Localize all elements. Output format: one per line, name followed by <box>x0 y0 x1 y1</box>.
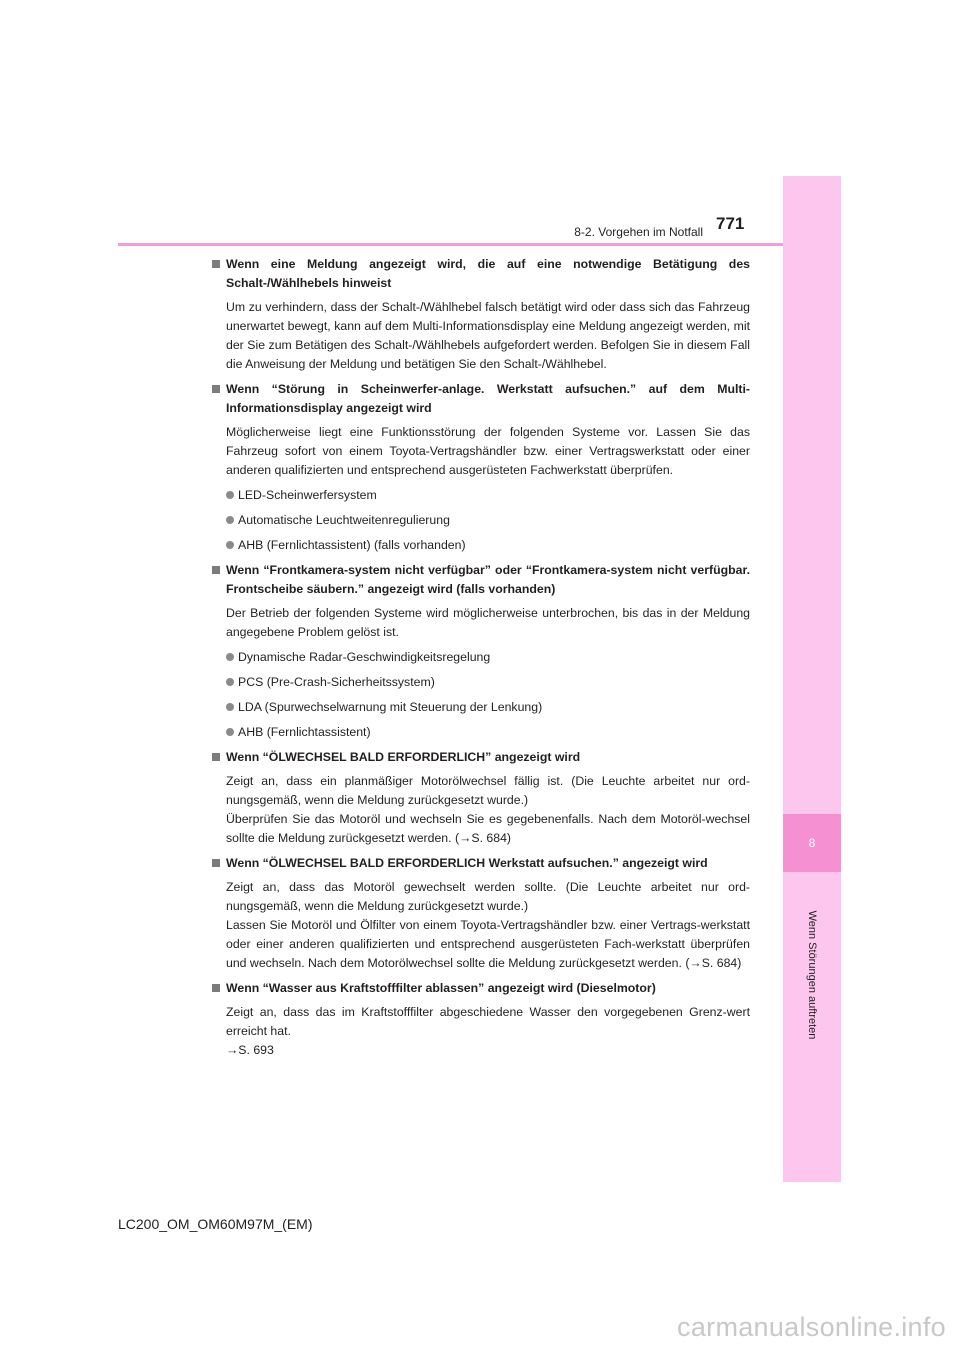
round-bullet-icon <box>226 678 234 686</box>
list-item-text: AHB (Fernlichtassistent) <box>238 725 371 739</box>
watermark: carmanualsonline.info <box>677 1312 946 1342</box>
item-body: Um zu verhindern, dass der Schalt-/Wählhebel falsch betätigt wird oder dass sich das Fahrzeug unerwartet bewegt, kann auf dem Multi-Informationsdisplay eine Meldung angezeigt werden, mit der Sie zum Betätigen des Schalt-/Wählhebels aufgefordert werden. Befolgen Sie in diesem Fall die Anweisung der Meldung und betätigen Sie den Schalt-/Wählhebel. <box>226 300 750 371</box>
square-bullet-icon <box>212 260 220 268</box>
square-bullet-icon <box>212 566 220 574</box>
chapter-title-text: Wenn Störungen auftreten <box>806 910 818 1040</box>
item-shift-lever <box>212 255 750 374</box>
round-bullet-icon <box>226 653 234 661</box>
item-heading-text: Wenn “ÖLWECHSEL BALD ERFORDERLICH” angezeigt wird <box>226 750 581 764</box>
round-bullet-icon <box>226 728 234 736</box>
item-body: Möglicherweise liegt eine Funktionsstörung der folgenden Systeme vor. Lassen Sie das Fahrzeug sofort von einem Toyota-Vertragshändler bzw. einer Vertragswerkstatt oder einer anderen qualifizierten und entsprechend ausgerüsteten Fachwerkstatt überprüfen. <box>226 425 750 477</box>
round-bullet-icon <box>226 541 234 549</box>
list-item-text: LED-Scheinwerfersystem <box>238 488 377 502</box>
list-item <box>212 511 750 530</box>
item-oil-change-soon <box>212 748 750 848</box>
item-heading <box>212 561 750 599</box>
square-bullet-icon <box>212 753 220 761</box>
item-heading <box>212 748 750 767</box>
list-item <box>212 698 750 717</box>
item-heading-text: Wenn “ÖLWECHSEL BALD ERFORDERLICH Werkstatt aufsuchen.” angezeigt wird <box>226 856 708 870</box>
item-heading <box>212 979 750 998</box>
square-bullet-icon <box>212 984 220 992</box>
list-item-text: LDA (Spurwechselwarnung mit Steuerung der Lenkung) <box>238 700 543 714</box>
item-heading-text: Wenn “Frontkamera-system nicht verfügbar” oder “Frontkamera-system nicht verfügbar. Frontscheibe säubern.” angezeigt wird (falls vorhanden) <box>226 563 750 596</box>
list-item-text: PCS (Pre-Crash-Sicherheitssystem) <box>238 675 435 689</box>
item-heading <box>212 255 750 293</box>
item-heading-text: Wenn “Störung in Scheinwerfer-anlage. Werkstatt aufsuchen.” auf dem Multi-Informationsdisplay angezeigt wird <box>226 382 750 415</box>
list-item <box>212 723 750 742</box>
item-fuel-filter-water <box>212 979 750 1060</box>
page-content <box>212 255 750 1066</box>
section-title: 8-2. Vorgehen im Notfall <box>574 225 703 239</box>
chapter-number: 8 <box>783 814 841 872</box>
footer-doc-code: LC200_OM_OM60M97M_(EM) <box>118 1216 313 1232</box>
item-body: Zeigt an, dass das im Kraftstofffilter abgeschiedene Wasser den vorgegebenen Grenz-wert erreicht hat. <box>226 1005 750 1038</box>
round-bullet-icon <box>226 703 234 711</box>
item-body: Der Betrieb der folgenden Systeme wird möglicherweise unterbrochen, bis das in der Meldung angegebene Problem gelöst ist. <box>226 606 750 639</box>
round-bullet-icon <box>226 516 234 524</box>
item-page-reference: →S. 693 <box>226 1043 274 1057</box>
item-body: Zeigt an, dass ein planmäßiger Motorölwechsel fällig ist. (Die Leuchte arbeitet nur ord-nungsgemäß, wenn die Meldung zurückgesetzt wurde.) <box>226 774 750 807</box>
list-item <box>212 536 750 555</box>
item-heading-text: Wenn “Wasser aus Kraftstofffilter ablassen” angezeigt wird (Dieselmotor) <box>226 981 656 995</box>
item-body: Zeigt an, dass das Motoröl gewechselt werden sollte. (Die Leuchte arbeitet nur ord-nungsgemäß, wenn die Meldung zurückgesetzt wurde.) <box>226 880 750 913</box>
item-front-camera <box>212 561 750 742</box>
item-oil-change-workshop <box>212 854 750 973</box>
page-number: 771 <box>716 214 745 233</box>
item-body: Lassen Sie Motoröl und Ölfilter von einem Toyota-Vertragshändler bzw. einer Vertrags-werkstatt oder einer anderen qualifizierten und entsprechend ausgerüsteten Fach-werkstatt überprüfen und wechseln. Nach dem Motorölwechsel sollte die Meldung zurückgesetzt werden. (→S. 684) <box>226 918 750 970</box>
square-bullet-icon <box>212 859 220 867</box>
list-item-text: AHB (Fernlichtassistent) (falls vorhanden) <box>238 538 466 552</box>
header-rule <box>118 243 783 246</box>
list-item <box>212 486 750 505</box>
list-item <box>212 648 750 667</box>
item-heading <box>212 380 750 418</box>
list-item-text: Automatische Leuchtweitenregulierung <box>238 513 450 527</box>
item-headlight-fault <box>212 380 750 555</box>
item-body: Überprüfen Sie das Motoröl und wechseln Sie es gegebenenfalls. Nach dem Motoröl-wechsel sollte die Meldung zurückgesetzt werden. (→S. 684) <box>226 812 750 845</box>
square-bullet-icon <box>212 385 220 393</box>
item-heading <box>212 854 750 873</box>
list-item <box>212 673 750 692</box>
list-item-text: Dynamische Radar-Geschwindigkeitsregelung <box>238 650 491 664</box>
round-bullet-icon <box>226 491 234 499</box>
item-heading-text: Wenn eine Meldung angezeigt wird, die auf eine notwendige Betätigung des Schalt-/Wählhebels hinweist <box>226 257 750 290</box>
